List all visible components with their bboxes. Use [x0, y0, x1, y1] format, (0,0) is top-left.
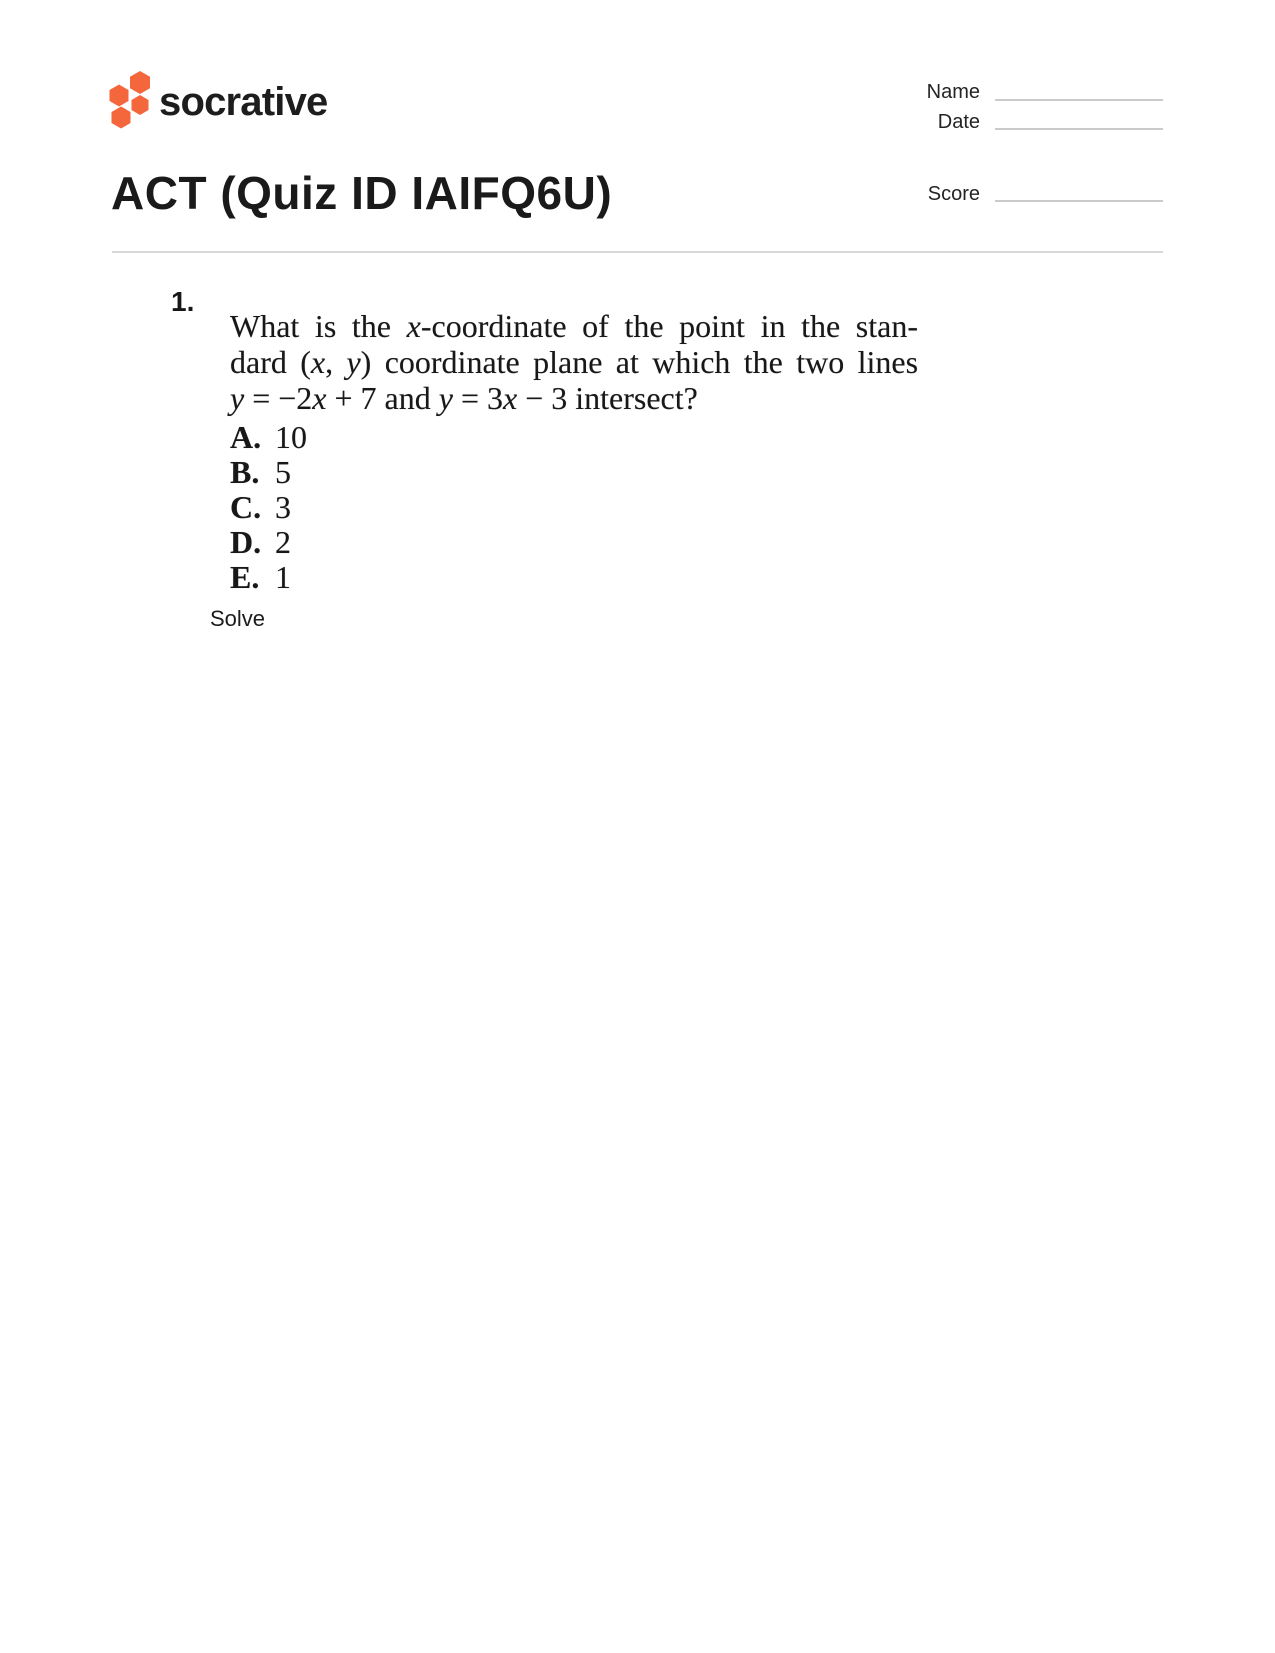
answer-option-value: 10 [275, 419, 307, 455]
question-line: y = −2x + 7 and y = 3x − 3 intersect? [230, 380, 698, 416]
answer-option [230, 420, 918, 455]
question-number: 1. [171, 286, 195, 317]
answer-option-letter: C. [230, 489, 262, 525]
answer-option-value: 2 [275, 524, 291, 560]
answer-option-value: 5 [275, 454, 291, 490]
answer-option [230, 490, 918, 525]
question-line: What is the x-coordinate of the point in the stan- [230, 308, 919, 344]
question-type-label: Solve [210, 606, 266, 631]
answer-option-letter: A. [230, 419, 262, 455]
answer-option-letter: B. [230, 454, 260, 490]
quiz-title: ACT (Quiz ID IAIFQ6U) [111, 167, 613, 219]
score-label: Score [927, 183, 980, 205]
hexagon-cluster-icon [107, 68, 153, 130]
question-lines [230, 308, 918, 416]
question-line: dard (x, y) coordinate plane at which the two lines [230, 344, 919, 380]
date-blank-line [995, 128, 1163, 130]
date-label: Date [937, 111, 980, 133]
answer-option-value: 1 [275, 559, 291, 595]
answer-option [230, 525, 918, 560]
answer-option-letter: D. [230, 524, 262, 560]
answer-option [230, 560, 918, 595]
header-divider [112, 251, 1163, 253]
answer-option-value: 3 [275, 489, 291, 525]
answer-option-letter: E. [230, 559, 260, 595]
score-blank-line [995, 200, 1163, 202]
answer-options [230, 420, 918, 595]
brand-wordmark: socrative [159, 80, 328, 124]
name-blank-line [995, 99, 1163, 101]
question-body [230, 308, 918, 595]
answer-option [230, 455, 918, 490]
name-label: Name [926, 81, 980, 103]
